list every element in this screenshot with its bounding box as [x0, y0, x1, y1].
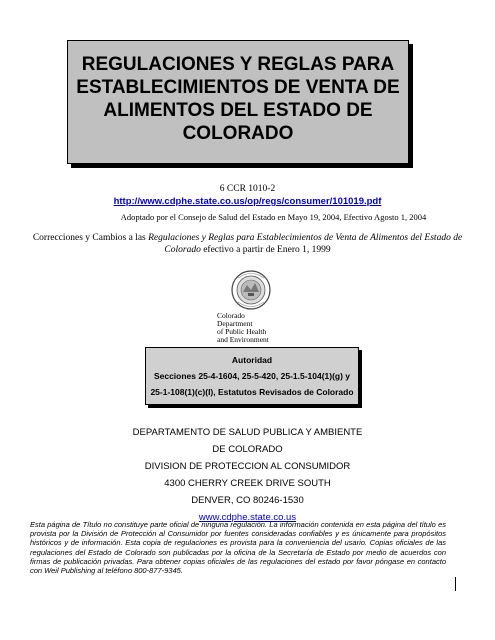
- agency-website-link[interactable]: www.cdphe.state.co.us: [198, 512, 297, 523]
- logo-line-1: Colorado Department: [217, 311, 253, 328]
- agency-address: [0, 424, 495, 526]
- agency-line-5: DENVER, CO 80246-1530: [191, 495, 304, 506]
- title-box: [67, 40, 409, 164]
- document-title: [68, 53, 408, 145]
- disclaimer-text: Esta página de Título no constituye parte oficial de ninguna regulación. La información contenida en esta página del título es provista por la División de Protección al Consumidor por fuentes consideradas confiables y es únicamente para propósitos históricos y de información. Esta copia de regulaciones es provista para la conveniencia del usario. Copias oficiales de las regulaciones del Estado de Colorado son publicadas por la oficina de la Secretaría de Estado por medio de acuerdos con firmas de publicación privadas. Para obtener copias oficiales de las regulaciones del estado por favor póngase en contacto con Weil Publishing al teléfono 800-877-9345.: [30, 520, 446, 576]
- agency-line-4: 4300 CHERRY CREEK DRIVE SOUTH: [164, 478, 331, 489]
- agency-line-3: DIVISION DE PROTECCION AL CONSUMIDOR: [144, 461, 351, 472]
- colorado-state-seal-icon: [226, 270, 276, 310]
- department-logo-text: [217, 312, 281, 344]
- authority-heading: Autoridad: [231, 355, 273, 365]
- title-line-1: REGULACIONES Y REGLAS PARA: [81, 54, 395, 75]
- logo-line-2: of Public Health: [217, 327, 267, 336]
- title-line-3: ALIMENTOS DEL ESTADO DE: [103, 100, 373, 121]
- adoption-note: Adoptado por el Consejo de Salud del Estado en Mayo 19, 2004, Efectivo Agosto 1, 2004: [120, 212, 427, 222]
- regulation-pdf-link[interactable]: http://www.cdphe.state.co.us/op/regs/consumer/101019.pdf: [113, 196, 382, 207]
- corrections-title: Regulaciones y Reglas para Establecimientos de Venta de Alimentos del Estado de Colorado: [148, 233, 463, 255]
- corrections-suffix: efectivo a partir de Enero 1, 1999: [200, 245, 331, 255]
- title-line-2: ESTABLECIMIENTOS DE VENTA DE: [76, 77, 400, 98]
- authority-box: [145, 347, 359, 405]
- corrections-prefix: Correcciones y Cambios a las: [32, 233, 149, 243]
- corrections-note: [30, 232, 465, 256]
- authority-text: [146, 352, 358, 400]
- revision-bar: [455, 577, 456, 591]
- authority-line-3: 25-1-108(1)(c)(I), Estatutos Revisados de Colorado: [150, 387, 354, 397]
- logo-line-3: and Environment: [217, 335, 269, 344]
- authority-line-2: Secciones 25-4-1604, 25-5-420, 25-1.5-104(1)(g) y: [153, 371, 351, 381]
- title-line-4: COLORADO: [182, 123, 294, 144]
- ccr-number: 6 CCR 1010-2: [219, 184, 276, 194]
- agency-line-1: DEPARTAMENTO DE SALUD PUBLICA Y AMBIENTE: [132, 427, 363, 438]
- agency-line-2: DE COLORADO: [212, 444, 283, 455]
